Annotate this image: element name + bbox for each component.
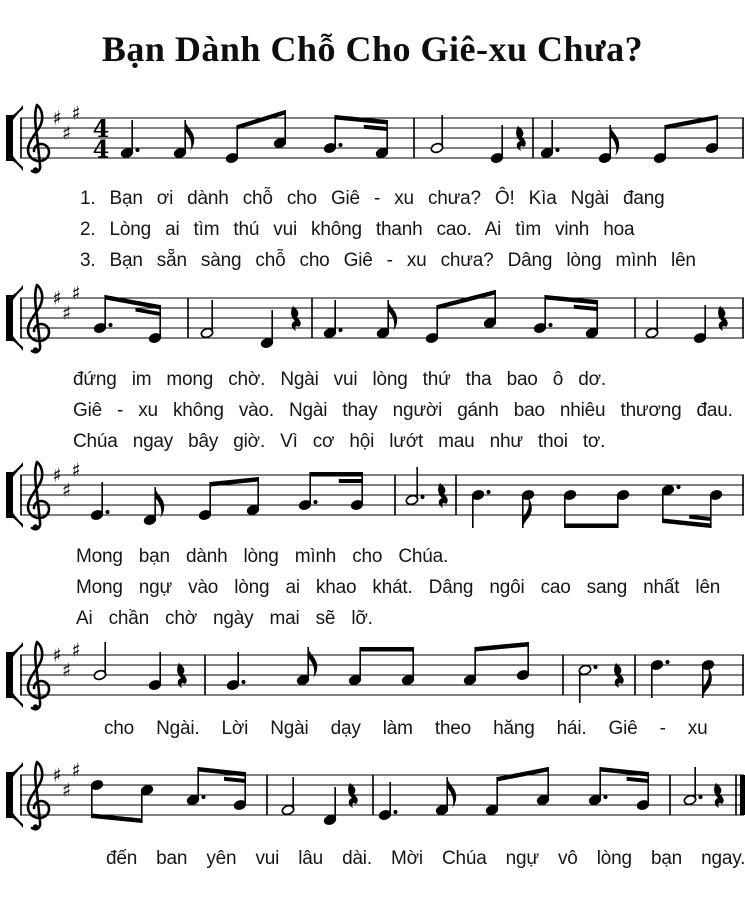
system-bracket	[6, 115, 13, 161]
sharp-icon: ♯	[61, 779, 72, 802]
augmentation-dot	[313, 500, 317, 504]
final-thick-barline	[740, 775, 745, 815]
system-bracket	[6, 772, 13, 818]
treble-clef-icon	[28, 762, 49, 830]
staff-system-5	[0, 740, 745, 850]
sharp-icon: ♯	[61, 479, 72, 502]
system-bracket	[6, 652, 13, 698]
beam	[475, 642, 528, 652]
beam	[545, 295, 597, 305]
augmentation-dot	[393, 810, 397, 814]
sharp-icon: ♯	[52, 464, 62, 487]
lyrics-verse2-line2: Giê - xu không vào. Ngài thay người gánh bao nhiêu thương đau.	[73, 400, 733, 421]
staff-system-2	[0, 263, 745, 373]
lyrics-verse2-line1: 2. Lòng ai tìm thú vui không thanh cao. Ai tìm vinh hoa	[80, 219, 635, 240]
lyrics-verse3-line1: 3. Bạn sẵn sàng chỗ cho Giê - xu chưa? Dâng lòng mình lên	[80, 250, 696, 271]
augmentation-dot	[135, 148, 139, 152]
lyrics-verse3-line2: Chúa ngay bây giờ. Vì cơ hội lướt mau như thoi tơ.	[73, 431, 606, 452]
lyrics-line5: đến ban yên vui lâu dài. Mời Chúa ngự vô lòng bạn ngay.	[106, 848, 745, 869]
eighth-flag-icon	[308, 647, 317, 678]
sixteenth-beam-hook	[627, 777, 649, 783]
augmentation-dot	[548, 323, 552, 327]
lyrics-block-5	[0, 843, 745, 874]
treble-clef-icon	[28, 642, 49, 710]
lyrics-block-3	[0, 541, 745, 634]
eighth-flag-icon	[703, 667, 712, 698]
sixteenth-beam-hook	[339, 479, 362, 483]
sharp-icon: ♯	[52, 107, 62, 130]
beam	[335, 115, 387, 125]
lyrics-verse3-line3: Ai chần chờ ngày mai sẽ lỡ.	[76, 608, 373, 629]
lyrics-line4: cho Ngài. Lời Ngài dạy làm theo hăng hái. Giê - xu	[104, 718, 708, 739]
augmentation-dot	[676, 485, 680, 489]
lyrics-block-4	[0, 713, 745, 744]
treble-clef-icon	[28, 462, 49, 530]
augmentation-dot	[603, 795, 607, 799]
system-bracket	[6, 295, 13, 341]
treble-clef-icon	[28, 105, 49, 173]
beam	[310, 472, 362, 477]
augmentation-dot	[338, 328, 342, 332]
sharp-icon: ♯	[61, 302, 72, 325]
sharp-icon: ♯	[71, 459, 81, 482]
lyrics-block-2	[0, 364, 745, 457]
augmentation-dot	[665, 660, 669, 664]
augmentation-dot	[420, 495, 424, 499]
augmentation-dot	[338, 143, 342, 147]
beam	[497, 767, 548, 782]
song-title: Bạn Dành Chỗ Cho Giê-xu Chưa?	[101, 29, 644, 69]
sixteenth-beam-hook	[224, 777, 245, 783]
sharp-icon: ♯	[71, 102, 81, 125]
lyrics-verse1-line2: đứng im mong chờ. Ngài vui lòng thứ tha bao ô dơ.	[73, 369, 606, 390]
lyrics-verse1-line3: Mong bạn dành lòng mình cho Chúa.	[76, 546, 449, 567]
sixteenth-beam-hook	[364, 125, 387, 131]
time-signature-numeral: 4	[92, 114, 110, 143]
sharp-icon: ♯	[71, 759, 81, 782]
eighth-flag-icon	[155, 487, 164, 518]
augmentation-dot	[105, 510, 109, 514]
eighth-flag-icon	[185, 120, 194, 151]
augmentation-dot	[241, 680, 245, 684]
beam	[565, 524, 618, 529]
lyrics-verse2-line3: Mong ngự vào lòng ai khao khát. Dâng ngôi cao sang nhất lên	[76, 577, 721, 598]
lyrics-verse1-line1: 1. Bạn ơi dành chỗ cho Giê - xu chưa? Ô! Kìa Ngài đang	[80, 188, 665, 209]
beam	[437, 290, 495, 310]
time-signature-numeral: 4	[92, 134, 110, 164]
system-bracket	[6, 472, 13, 518]
beam	[665, 115, 717, 130]
sixteenth-beam-hook	[574, 305, 597, 311]
sharp-icon: ♯	[61, 659, 72, 682]
augmentation-dot	[108, 323, 112, 327]
sharp-icon: ♯	[71, 639, 81, 662]
lyrics-block-1	[0, 183, 745, 276]
eighth-flag-icon	[610, 125, 619, 156]
sharp-icon: ♯	[52, 644, 62, 667]
beam	[360, 647, 413, 652]
treble-clef-icon	[28, 285, 49, 353]
augmentation-dot	[201, 795, 205, 799]
staff-system-1	[0, 83, 745, 193]
sharp-icon: ♯	[71, 282, 81, 305]
beam	[105, 295, 160, 310]
augmentation-dot	[486, 490, 490, 494]
augmentation-dot	[698, 795, 702, 799]
sharp-icon: ♯	[61, 122, 72, 145]
beam	[237, 110, 285, 130]
sharp-icon: ♯	[52, 287, 62, 310]
eighth-flag-icon	[523, 497, 532, 528]
eighth-flag-icon	[388, 300, 397, 331]
eighth-flag-icon	[447, 777, 456, 808]
sharp-icon: ♯	[52, 764, 62, 787]
sixteenth-beam-hook	[689, 515, 711, 521]
augmentation-dot	[555, 148, 559, 152]
augmentation-dot	[593, 665, 597, 669]
